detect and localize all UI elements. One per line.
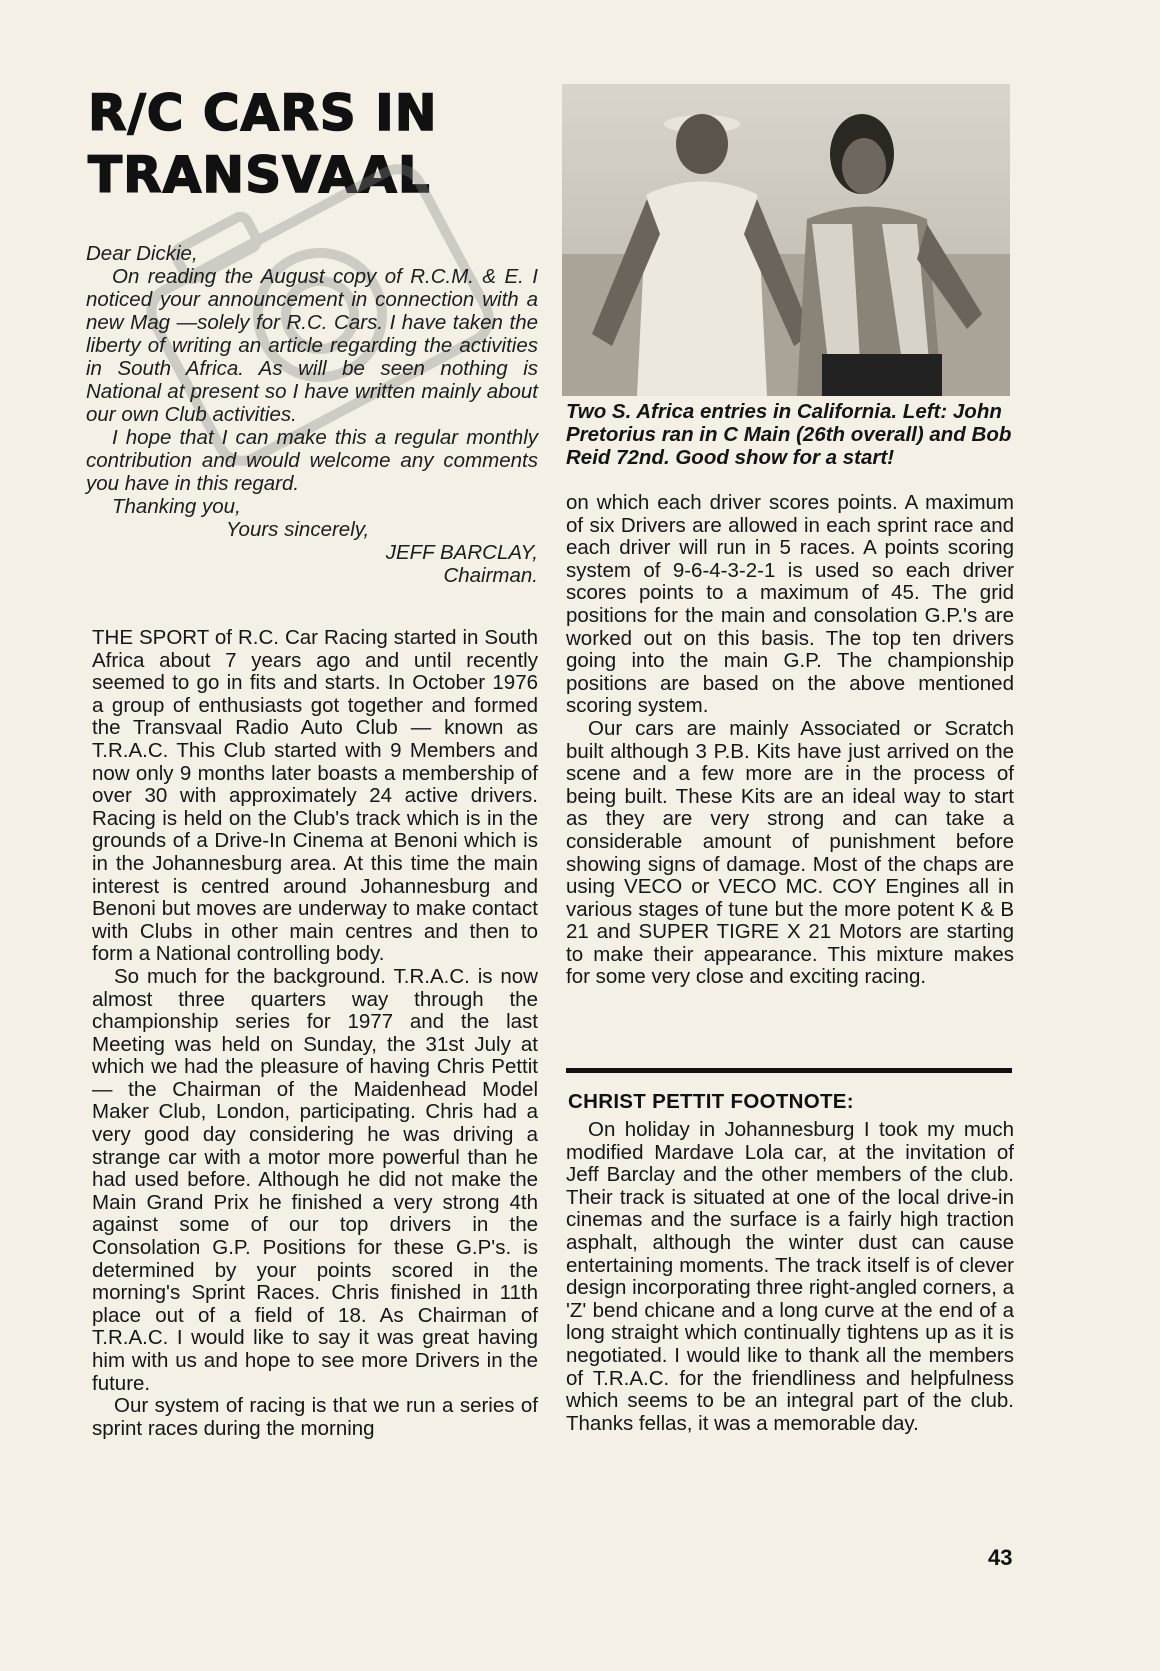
photo-caption: Two S. Africa entries in California. Left: John Pretorius ran in C Main (26th overall) and Bob Reid 72nd. Good show for a start!	[566, 400, 1012, 469]
letter-to-editor	[86, 242, 538, 587]
headline-line-2: TRANSVAAL	[88, 146, 431, 204]
letter-paragraph: On reading the August copy of R.C.M. & E. I noticed your announcement in connection with a new Mag —solely for R.C. Cars. I have taken the liberty of writing an article regarding the activities in South Africa. As will be seen nothing is National at present so I have written mainly about our own Club activities.	[86, 265, 538, 426]
article-paragraph: So much for the background. T.R.A.C. is now almost three quarters way through the championship series for 1977 and the last Meeting was held on Sunday, the 31st July at which we had the pleasure of having Chris Pettit — the Chairman of the Maidenhead Model Maker Club, London, participating. Chris had a very good day considering he was driving a strange car with a motor more powerful than he had used before. Although he did not make the Main Grand Prix he finished a very strong 4th against some of our top drivers in the Consolation G.P. Positions for these G.P's. is determined by your points scored in the morning's Sprint Races. Chris finished in 11th place out of a field of 18. As Chairman of T.R.A.C. I would like to say it was great having him with us and hope to see more Drivers in the future.	[92, 964, 538, 1395]
article-paragraph: on which each driver scores points. A maximum of six Drivers are allowed in each sprint race and each driver will run in 5 races. A points scoring system of 9-6-4-3-2-1 is used so each driver scores points to a maximum of 45. The grid positions for the main and consolation G.P.'s are worked out on this basis. The top ten drivers going into the main G.P. The championship positions are based on the above mentioned scoring system.	[566, 491, 1014, 718]
section-divider	[566, 1068, 1012, 1073]
letter-signature-title: Chairman.	[443, 564, 538, 587]
footnote-heading: CHRIST PETTIT FOOTNOTE:	[568, 1090, 854, 1113]
article-column-right	[566, 492, 1014, 989]
headline-line-1: R/C CARS IN	[88, 84, 438, 142]
article-column-left	[92, 627, 538, 1440]
article-paragraph: THE SPORT of R.C. Car Racing started in South Africa about 7 years ago and until recently seemed to go in fits and starts. In October 1976 a group of enthusiasts got together and formed the Transvaal Radio Auto Club — known as T.R.A.C. This Club started with 9 Members and now only 9 months later boasts a membership of over 30 with approximately 24 active drivers. Racing is held on the Club's track which is in the grounds of a Drive-In Cinema at Benoni which is in the Johannesburg area. At this time the main interest is centred around Johannesburg and Benoni but moves are underway to make contact with Clubs in other main centres and then to form a National controlling body.	[92, 626, 538, 966]
letter-yours: Yours sincerely,	[226, 518, 370, 541]
letter-paragraph: I hope that I can make this a regular monthly contribution and would welcome any comments you have in this regard.	[86, 426, 538, 495]
article-paragraph: Our system of racing is that we run a series of sprint races during the morning	[92, 1394, 538, 1440]
letter-signature: JEFF BARCLAY,	[385, 541, 538, 564]
letter-closing: Thanking you,	[112, 495, 241, 518]
letter-salutation: Dear Dickie,	[86, 242, 198, 265]
footnote-column	[566, 1119, 1014, 1435]
drivers-photo	[562, 84, 1010, 396]
page-number: 43	[988, 1545, 1013, 1570]
footnote-paragraph: On holiday in Johannesburg I took my much modified Mardave Lola car, at the invitation of Jeff Barclay and the other members of the club. Their track is situated at one of the local drive-in cinemas and the surface is a fairly high traction asphalt, although the winter dust can cause entertaining moments. The track itself is of clever design incorporating three right-angled corners, a 'Z' bend chicane and a long curve at the end of a long straight which continually tightens up as it is negotiated. I would like to thank all the members of T.R.A.C. for the friendliness and helpfulness which seems to be an integral part of the club. Thanks fellas, it was a memorable day.	[566, 1118, 1014, 1435]
article-paragraph: Our cars are mainly Associated or Scratch built although 3 P.B. Kits have just arrived on the scene and a few more are in the process of being built. These Kits are an ideal way to start as they are very strong and can take a considerable amount of punishment before showing signs of damage. Most of the chaps are using VECO or VECO MC. COY Engines all in various stages of tune but the more potent K & B 21 and SUPER TIGRE X 21 Motors are starting to make their appearance. This mixture makes for some very close and exciting racing.	[566, 716, 1014, 989]
article-headline	[88, 82, 548, 206]
